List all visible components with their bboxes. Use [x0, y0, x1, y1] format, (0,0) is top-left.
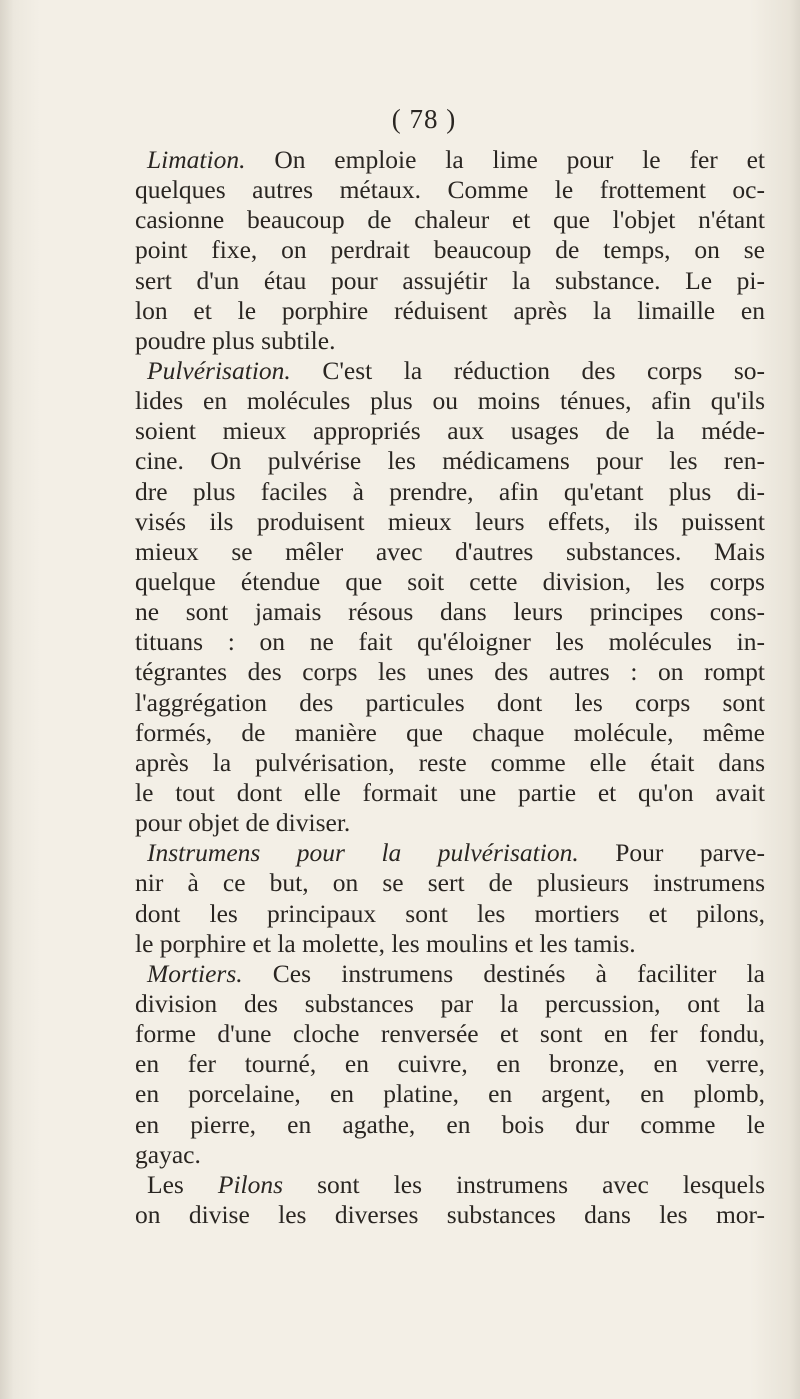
text-line — [135, 416, 765, 446]
line-text: en fer tourné, en cuivre, en bronze, en verre, — [135, 1049, 765, 1079]
text-line — [135, 718, 765, 748]
text-line — [135, 1110, 765, 1140]
line-text: formés, de manière que chaque molécule, même — [135, 717, 765, 747]
text-line — [135, 386, 765, 416]
text-line — [135, 1019, 765, 1049]
text-line — [135, 1200, 765, 1230]
body-text — [135, 145, 765, 1230]
line-text: casionne beaucoup de chaleur et que l'objet n'étant — [135, 205, 765, 235]
line-text: on divise les diverses substances dans les mor- — [135, 1199, 765, 1229]
line-text: gayac. — [135, 1139, 201, 1169]
line-text: nir à ce but, on se sert de plusieurs instrumens — [135, 868, 765, 898]
line-text: dont les principaux sont les mortiers et pilons, — [135, 898, 765, 928]
text-line — [135, 899, 765, 929]
text-line — [135, 446, 765, 476]
line-text: le porphire et la molette, les moulins et les tamis. — [135, 928, 636, 958]
text-line — [135, 296, 765, 326]
line-text: sont les instrumens avec lesquels — [283, 1169, 765, 1199]
text-line — [135, 657, 765, 687]
text-line — [135, 778, 765, 808]
text-line — [135, 507, 765, 537]
line-text: Ces instrumens destinés à faciliter la — [242, 958, 765, 988]
text-line — [135, 868, 765, 898]
text-line — [135, 537, 765, 567]
line-text: après la pulvérisation, reste comme elle était dans — [135, 747, 765, 777]
line-text: en porcelaine, en platine, en argent, en plomb, — [135, 1079, 765, 1109]
text-line — [135, 989, 765, 1019]
text-line — [135, 1140, 765, 1170]
section-heading: Pilons — [217, 1169, 284, 1199]
section-heading: Mortiers. — [147, 958, 243, 988]
text-line — [135, 959, 765, 989]
line-text: soient mieux appropriés aux usages de la méde- — [135, 416, 765, 446]
text-line — [135, 748, 765, 778]
line-text: tégrantes des corps les unes des autres : on rompt — [135, 657, 765, 687]
line-text: C'est la réduction des corps so- — [290, 355, 765, 385]
text-line — [135, 175, 765, 205]
line-text: On emploie la lime pour le fer et — [245, 145, 765, 174]
line-text: mieux se mêler avec d'autres substances. Mais — [135, 536, 765, 566]
line-text: tituans : on ne fait qu'éloigner les molécules in- — [135, 627, 765, 657]
section-heading: Limation. — [147, 145, 246, 174]
line-prefix: Les — [147, 1169, 218, 1199]
section-heading: Pulvérisation. — [147, 355, 291, 385]
line-text: poudre plus subtile. — [135, 325, 336, 355]
line-text: le tout dont elle formait une partie et qu'on avait — [135, 777, 765, 807]
text-line — [135, 235, 765, 265]
text-line — [135, 838, 765, 868]
text-line — [135, 326, 765, 356]
line-text: point fixe, on perdrait beaucoup de temps, on se — [135, 235, 765, 265]
line-text: dre plus faciles à prendre, afin qu'etant plus di- — [135, 476, 765, 506]
line-text: pour objet de diviser. — [135, 808, 351, 838]
line-text: forme d'une cloche renversée et sont en fer fondu, — [135, 1019, 765, 1049]
section-heading: Instrumens pour la pulvérisation. — [147, 838, 579, 868]
text-line — [135, 266, 765, 296]
text-line — [135, 1049, 765, 1079]
text-line — [135, 567, 765, 597]
text-line — [135, 627, 765, 657]
text-line — [135, 1079, 765, 1109]
text-line — [135, 1170, 765, 1200]
text-line — [135, 477, 765, 507]
line-text: visés ils produisent mieux leurs effets, ils puissent — [135, 506, 765, 536]
line-text: l'aggrégation des particules dont les corps sont — [135, 687, 765, 717]
line-text: quelques autres métaux. Comme le frottement oc- — [135, 175, 765, 205]
line-text: sert d'un étau pour assujétir la substance. Le pi- — [135, 265, 765, 295]
text-line — [135, 205, 765, 235]
line-text: ne sont jamais résous dans leurs principes cons- — [135, 597, 765, 627]
line-text: lides en molécules plus ou moins ténues, afin qu'ils — [135, 386, 765, 416]
line-text: division des substances par la percussion, ont la — [135, 988, 765, 1018]
line-text: cine. On pulvérise les médicamens pour les ren- — [135, 446, 765, 476]
line-text: en pierre, en agathe, en bois dur comme le — [135, 1109, 765, 1139]
line-text: quelque étendue que soit cette division, les corps — [135, 566, 765, 596]
line-text: lon et le porphire réduisent après la limaille en — [135, 295, 765, 325]
text-line — [135, 808, 765, 838]
text-line — [135, 597, 765, 627]
text-line — [135, 929, 765, 959]
line-text: Pour parve- — [578, 838, 765, 868]
text-line — [135, 145, 765, 175]
text-line — [135, 688, 765, 718]
page-number: ( 78 ) — [391, 104, 457, 134]
text-line — [135, 356, 765, 386]
